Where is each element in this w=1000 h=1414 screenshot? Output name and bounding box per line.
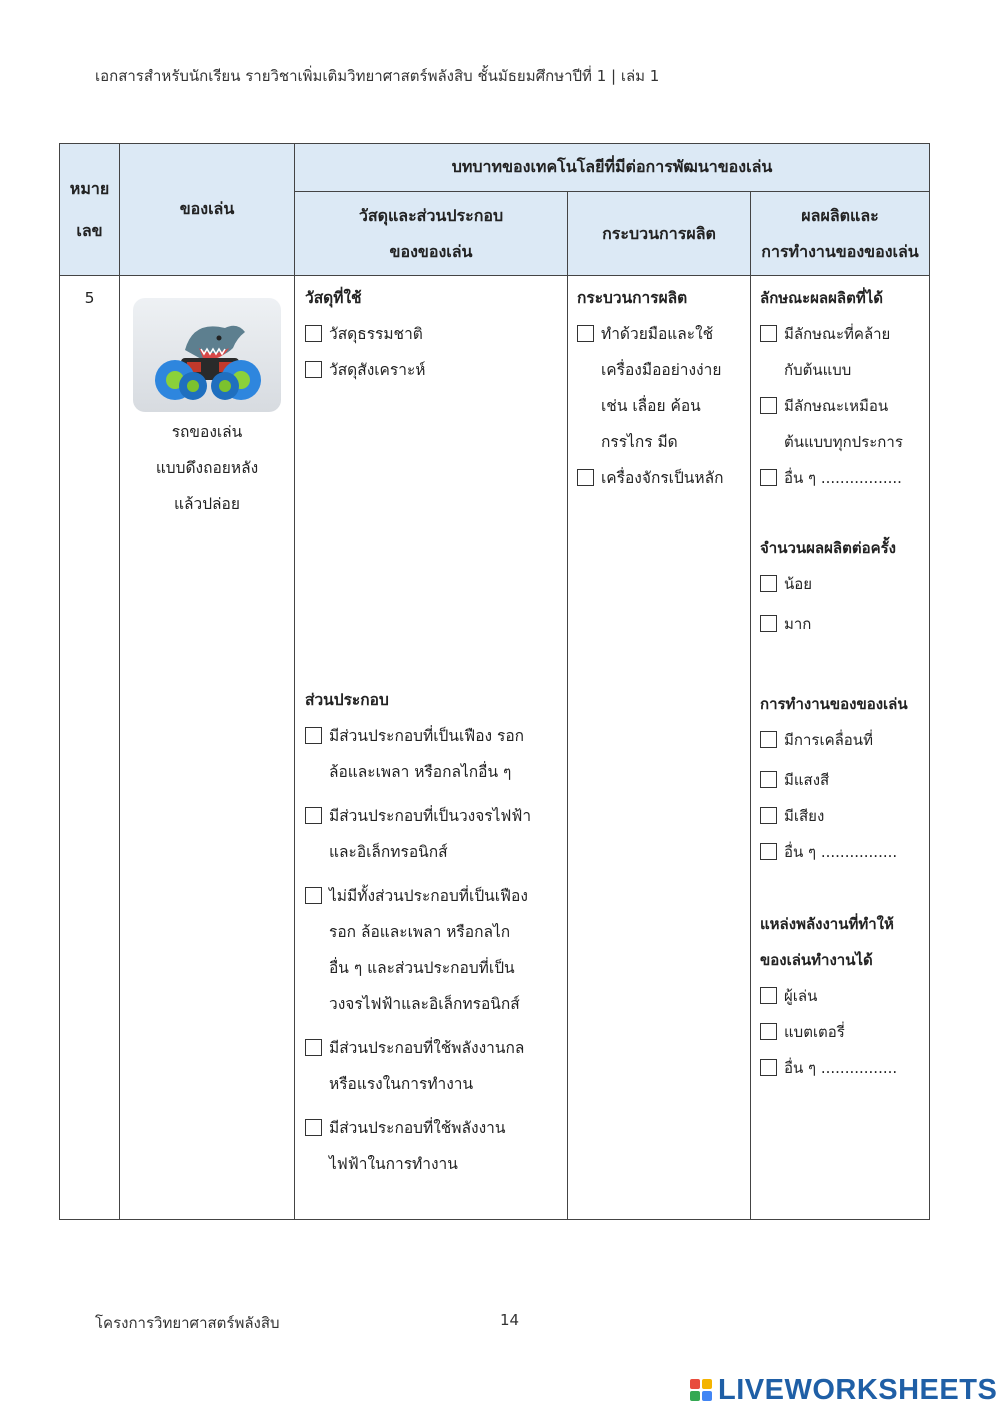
option-label: มาก xyxy=(784,615,812,633)
column-header-number-line1: หมาย xyxy=(69,178,110,198)
material-option-synthetic xyxy=(305,352,559,388)
column-header-role: บทบาทของเทคโนโลยีที่มีต่อการพัฒนาของเล่น xyxy=(295,144,930,192)
component-option-electric xyxy=(305,1110,559,1182)
column-header-toy: ของเล่น xyxy=(120,144,295,276)
quantity-title: จำนวนผลผลิตต่อครั้ง xyxy=(760,539,897,557)
option-label: มีเสียง xyxy=(784,807,825,825)
component-option-gears xyxy=(305,718,559,790)
logo-square xyxy=(702,1379,712,1389)
column-header-product xyxy=(751,192,930,276)
checkbox[interactable] xyxy=(305,325,322,342)
checkbox[interactable] xyxy=(760,615,777,632)
option-label: วัสดุธรรมชาติ xyxy=(329,325,423,343)
checkbox[interactable] xyxy=(577,325,594,342)
checkbox[interactable] xyxy=(760,397,777,414)
toy-cell xyxy=(120,276,295,1220)
energy-option-player xyxy=(760,978,925,1014)
logo-square xyxy=(690,1391,700,1401)
checkbox[interactable] xyxy=(760,1023,777,1040)
option-label: อื่น ๆ และส่วนประกอบที่เป็น xyxy=(329,959,515,977)
product-cell xyxy=(751,276,930,1220)
liveworksheets-logo-text: LIVEWORKSHEETS xyxy=(718,1373,998,1406)
option-label: มีลักษณะที่คล้าย xyxy=(784,325,891,343)
toy-name xyxy=(120,414,294,522)
component-option-mechanical xyxy=(305,1030,559,1102)
components-title: ส่วนประกอบ xyxy=(305,691,389,709)
checkbox[interactable] xyxy=(760,325,777,342)
option-label: อื่น ๆ ................. xyxy=(784,469,902,487)
document-header: เอกสารสำหรับนักเรียน รายวิชาเพิ่มเติมวิทยาศาสตร์พลังสิบ ชั้นมัธยมศึกษาปีที่ 1 | เล่ม 1 xyxy=(95,67,660,85)
row-number: 5 xyxy=(84,289,95,307)
column-header-product-line1: ผลผลิตและ xyxy=(801,205,879,225)
option-label: เครื่องมืออย่างง่าย xyxy=(601,361,722,379)
checkbox[interactable] xyxy=(305,887,322,904)
process-option-handmade xyxy=(577,316,744,460)
checkbox[interactable] xyxy=(760,1059,777,1076)
option-label: มีลักษณะเหมือน xyxy=(784,397,889,415)
column-header-material xyxy=(295,192,568,276)
checkbox[interactable] xyxy=(760,771,777,788)
option-label: ไฟฟ้าในการทำงาน xyxy=(329,1155,458,1173)
function-option-light xyxy=(760,762,925,798)
logo-square xyxy=(702,1391,712,1401)
option-label: มีส่วนประกอบที่เป็นเฟือง รอก xyxy=(329,727,525,745)
column-header-process: กระบวนการผลิต xyxy=(568,192,751,276)
option-label: อื่น ๆ ................ xyxy=(784,843,898,861)
option-label: กับต้นแบบ xyxy=(784,361,852,379)
column-header-product-line2: การทำงานของของเล่น xyxy=(761,241,919,261)
component-option-none xyxy=(305,878,559,1022)
checkbox[interactable] xyxy=(760,807,777,824)
option-label: อื่น ๆ ................ xyxy=(784,1059,898,1077)
process-title: กระบวนการผลิต xyxy=(577,289,688,307)
energy-option-other xyxy=(760,1050,925,1086)
option-label: น้อย xyxy=(784,575,813,593)
option-label: รอก ล้อและเพลา หรือกลไก xyxy=(329,923,511,941)
checkbox[interactable] xyxy=(305,1119,322,1136)
footer-project: โครงการวิทยาศาสตร์พลังสิบ xyxy=(95,1314,280,1332)
checkbox[interactable] xyxy=(305,1039,322,1056)
option-label: เครื่องจักรเป็นหลัก xyxy=(601,469,724,487)
option-label: วัสดุสังเคราะห์ xyxy=(329,361,426,379)
column-header-number-line2: เลข xyxy=(76,220,103,240)
function-option-sound xyxy=(760,798,925,834)
materials-title: วัสดุที่ใช้ xyxy=(305,289,362,307)
option-label: มีส่วนประกอบที่ใช้พลังงานกล xyxy=(329,1039,525,1057)
characteristics-title: ลักษณะผลผลิตที่ได้ xyxy=(760,289,884,307)
toy-name-line1: รถของเล่น xyxy=(171,423,243,441)
column-header-material-line1: วัสดุและส่วนประกอบ xyxy=(358,205,504,225)
material-cell xyxy=(295,276,568,1220)
checkbox[interactable] xyxy=(305,727,322,744)
option-label: กรรไกร มีด xyxy=(601,433,678,451)
option-label: หรือแรงในการทำงาน xyxy=(329,1075,474,1093)
energy-title-line2: ของเล่นทำงานได้ xyxy=(760,951,873,969)
material-option-natural xyxy=(305,316,559,352)
checkbox[interactable] xyxy=(760,469,777,486)
option-label: มีส่วนประกอบที่ใช้พลังงาน xyxy=(329,1119,506,1137)
toy-name-line2: แบบดึงถอยหลัง xyxy=(155,459,259,477)
energy-option-battery xyxy=(760,1014,925,1050)
char-option-similar xyxy=(760,316,925,388)
toy-car-illustration xyxy=(133,298,281,412)
option-label: ต้นแบบทุกประการ xyxy=(784,433,903,451)
option-label: เช่น เลื่อย ค้อน xyxy=(601,397,701,415)
checkbox[interactable] xyxy=(577,469,594,486)
liveworksheets-logo xyxy=(690,1373,997,1407)
page-number: 14 xyxy=(500,1311,520,1329)
function-option-move xyxy=(760,722,925,758)
column-header-number xyxy=(60,144,120,276)
toy-car-image xyxy=(133,298,281,412)
process-option-machine xyxy=(577,460,744,496)
logo-square xyxy=(690,1379,700,1389)
char-option-other xyxy=(760,460,925,496)
checkbox[interactable] xyxy=(305,807,322,824)
option-label: ไม่มีทั้งส่วนประกอบที่เป็นเฟือง xyxy=(329,887,528,905)
checkbox[interactable] xyxy=(760,575,777,592)
checkbox[interactable] xyxy=(760,731,777,748)
option-label: ทำด้วยมือและใช้ xyxy=(601,325,714,343)
toy-technology-table xyxy=(59,143,930,1220)
column-header-material-line2: ของของเล่น xyxy=(389,241,473,261)
option-label: มีการเคลื่อนที่ xyxy=(784,731,873,749)
energy-title xyxy=(760,906,925,978)
liveworksheets-logo-icon xyxy=(690,1379,712,1401)
component-option-circuit xyxy=(305,798,559,870)
row-number-cell xyxy=(60,276,120,1220)
energy-title-line1: แหล่งพลังงานที่ทำให้ xyxy=(760,915,894,933)
quantity-option-many xyxy=(760,606,925,642)
toy-name-line3: แล้วปล่อย xyxy=(174,495,240,513)
char-option-identical xyxy=(760,388,925,460)
function-option-other xyxy=(760,834,925,870)
option-label: มีแสงสี xyxy=(784,771,830,789)
checkbox[interactable] xyxy=(760,987,777,1004)
checkbox[interactable] xyxy=(305,361,322,378)
option-label: และอิเล็กทรอนิกส์ xyxy=(329,843,448,861)
option-label: ล้อและเพลา หรือกลไกอื่น ๆ xyxy=(329,763,512,781)
option-label: มีส่วนประกอบที่เป็นวงจรไฟฟ้า xyxy=(329,807,532,825)
quantity-option-few xyxy=(760,566,925,602)
process-cell xyxy=(568,276,751,1220)
checkbox[interactable] xyxy=(760,843,777,860)
option-label: แบตเตอรี่ xyxy=(784,1023,845,1041)
function-title: การทำงานของของเล่น xyxy=(760,695,908,713)
option-label: วงจรไฟฟ้าและอิเล็กทรอนิกส์ xyxy=(329,995,520,1013)
option-label: ผู้เล่น xyxy=(784,987,818,1005)
